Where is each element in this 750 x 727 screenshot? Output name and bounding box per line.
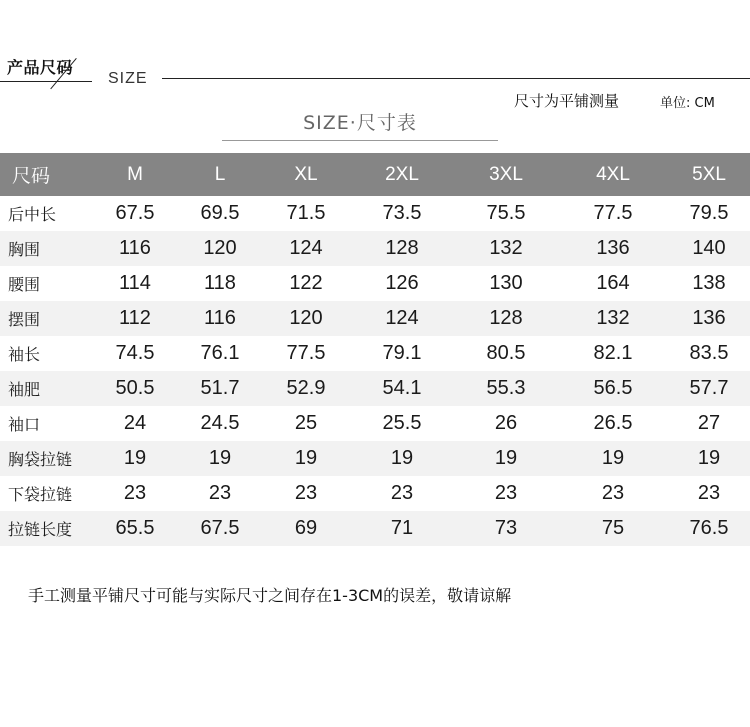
table-cell: 120 <box>203 237 237 259</box>
size-chart-title-rule <box>222 140 498 141</box>
table-cell: 124 <box>385 307 419 329</box>
size-chart-title: SIZE·尺寸表 <box>303 112 417 134</box>
table-cell: 120 <box>289 307 323 329</box>
table-cell: 23 <box>494 482 518 504</box>
title-underline <box>0 81 92 82</box>
table-cell: 23 <box>208 482 232 504</box>
table-row <box>0 406 750 441</box>
table-cell: 26 <box>494 412 518 434</box>
table-cell: 26.5 <box>593 412 633 434</box>
row-label-cell: 袖口 <box>8 415 41 434</box>
header-cell-2xl: 2XL <box>385 163 419 185</box>
row-label-cell: 拉链长度 <box>8 520 73 539</box>
header-cell-size: 尺码 <box>12 165 51 187</box>
row-label-cell: 袖肥 <box>8 380 41 399</box>
table-cell: 19 <box>208 447 232 469</box>
table-cell: 71.5 <box>286 202 326 224</box>
table-cell: 76.1 <box>200 342 240 364</box>
table-row <box>0 266 750 301</box>
size-table-body <box>0 196 750 546</box>
table-cell: 65.5 <box>115 517 155 539</box>
table-cell: 80.5 <box>486 342 526 364</box>
row-label-cell: 摆围 <box>8 310 41 329</box>
measurement-disclaimer: 手工测量平铺尺寸可能与实际尺寸之间存在1-3CM的误差，敬请谅解 <box>28 586 512 605</box>
row-label-cell: 下袋拉链 <box>8 485 73 504</box>
table-cell: 56.5 <box>593 377 633 399</box>
table-cell: 83.5 <box>689 342 729 364</box>
table-cell: 77.5 <box>593 202 633 224</box>
table-cell: 69 <box>294 517 318 539</box>
table-cell: 51.7 <box>200 377 240 399</box>
table-cell: 24.5 <box>200 412 240 434</box>
row-label-cell: 胸围 <box>8 240 41 259</box>
table-cell: 124 <box>289 237 323 259</box>
table-cell: 24 <box>123 412 147 434</box>
table-cell: 82.1 <box>593 342 633 364</box>
size-table <box>0 153 750 546</box>
header-cell-xl: XL <box>294 163 318 185</box>
header-rule <box>162 78 750 79</box>
table-cell: 79.5 <box>689 202 729 224</box>
row-label-cell: 胸袋拉链 <box>8 450 73 469</box>
table-cell: 57.7 <box>689 377 729 399</box>
table-cell: 118 <box>204 272 236 294</box>
table-cell: 132 <box>489 237 523 259</box>
flat-measure-note: 尺寸为平铺测量 <box>514 92 620 110</box>
size-table-header <box>0 153 750 196</box>
header-cell-4xl: 4XL <box>596 163 630 185</box>
table-cell: 136 <box>596 237 630 259</box>
section-title: 产品尺码 <box>7 58 74 77</box>
table-cell: 55.3 <box>486 377 526 399</box>
table-cell: 73 <box>494 517 518 539</box>
table-cell: 50.5 <box>115 377 155 399</box>
table-cell: 116 <box>119 237 151 259</box>
size-label: SIZE <box>108 70 148 87</box>
table-cell: 54.1 <box>382 377 422 399</box>
table-cell: 19 <box>697 447 721 469</box>
table-cell: 73.5 <box>382 202 422 224</box>
table-row <box>0 511 750 546</box>
table-cell: 126 <box>385 272 419 294</box>
table-cell: 77.5 <box>286 342 326 364</box>
table-cell: 23 <box>697 482 721 504</box>
table-cell: 132 <box>596 307 630 329</box>
table-row <box>0 301 750 336</box>
table-cell: 112 <box>119 307 151 329</box>
table-cell: 140 <box>692 237 726 259</box>
row-label-cell: 后中长 <box>8 205 57 224</box>
table-cell: 25.5 <box>382 412 422 434</box>
table-row <box>0 336 750 371</box>
table-cell: 136 <box>692 307 726 329</box>
table-row <box>0 476 750 511</box>
table-cell: 128 <box>489 307 523 329</box>
table-cell: 27 <box>697 412 721 434</box>
table-cell: 23 <box>294 482 318 504</box>
table-cell: 122 <box>289 272 323 294</box>
header-cell-3xl: 3XL <box>489 163 523 185</box>
header-cell-5xl: 5XL <box>692 163 726 185</box>
table-cell: 71 <box>390 517 414 539</box>
row-label-cell: 袖长 <box>8 345 41 364</box>
row-label-cell: 腰围 <box>8 275 41 294</box>
table-cell: 52.9 <box>286 377 326 399</box>
table-cell: 67.5 <box>115 202 155 224</box>
table-cell: 130 <box>489 272 523 294</box>
table-cell: 164 <box>596 272 630 294</box>
table-cell: 138 <box>692 272 726 294</box>
table-cell: 25 <box>294 412 318 434</box>
table-cell: 19 <box>390 447 414 469</box>
table-cell: 76.5 <box>689 517 729 539</box>
header-cell-l: L <box>214 163 226 185</box>
table-cell: 19 <box>123 447 147 469</box>
table-row <box>0 196 750 231</box>
table-cell: 116 <box>204 307 236 329</box>
table-cell: 114 <box>119 272 151 294</box>
table-cell: 19 <box>601 447 625 469</box>
table-cell: 69.5 <box>200 202 240 224</box>
table-row <box>0 371 750 406</box>
header-cell-m: M <box>127 163 143 185</box>
table-cell: 74.5 <box>115 342 155 364</box>
table-cell: 23 <box>390 482 414 504</box>
table-cell: 23 <box>123 482 147 504</box>
table-cell: 79.1 <box>382 342 422 364</box>
table-cell: 128 <box>385 237 419 259</box>
table-cell: 75.5 <box>486 202 526 224</box>
table-cell: 23 <box>601 482 625 504</box>
table-cell: 67.5 <box>200 517 240 539</box>
unit-note: 单位: CM <box>660 96 715 111</box>
table-row <box>0 231 750 266</box>
table-cell: 19 <box>294 447 318 469</box>
table-cell: 19 <box>494 447 518 469</box>
table-row <box>0 441 750 476</box>
table-cell: 75 <box>601 517 625 539</box>
